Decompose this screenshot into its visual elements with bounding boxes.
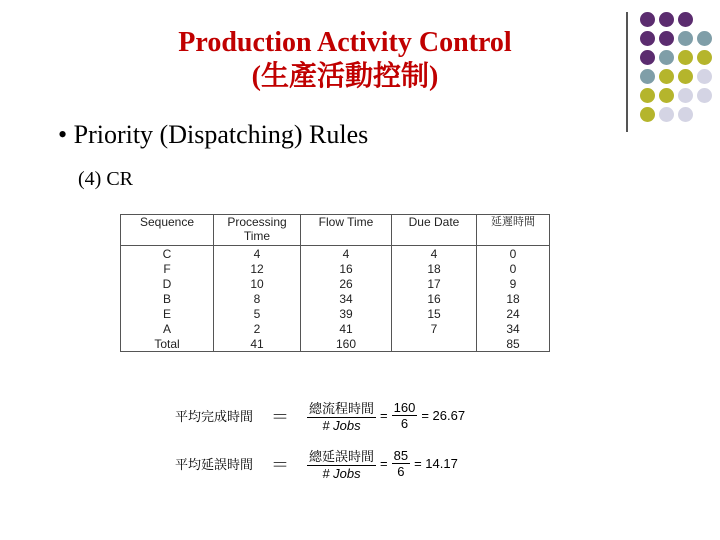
- table-cell: 16: [392, 291, 477, 306]
- subheading: (4) CR: [78, 168, 133, 190]
- formula-fraction: [307, 446, 376, 481]
- table-cell: 18: [477, 291, 550, 306]
- formula-avg-delay: [175, 446, 458, 481]
- table-cell: 4: [301, 246, 392, 262]
- table-cell: F: [121, 261, 214, 276]
- table-cell: 26: [301, 276, 392, 291]
- fraction-numerator: 總延誤時間: [307, 446, 376, 466]
- value-denominator: 6: [397, 464, 405, 479]
- formula-result: = 26.67: [421, 408, 466, 423]
- decorative-dot: [678, 50, 693, 65]
- formula-equals: ＝: [271, 406, 289, 428]
- table-cell: E: [121, 306, 214, 321]
- table-cell: 17: [392, 276, 477, 291]
- table-cell: 0: [477, 261, 550, 276]
- fraction-numerator: 總流程時間: [307, 398, 376, 418]
- sequence-table: [120, 214, 550, 352]
- formula-equals-2: =: [380, 456, 388, 471]
- table-row: [121, 336, 550, 352]
- table-cell: 39: [301, 306, 392, 321]
- decorative-dot: [659, 50, 674, 65]
- value-numerator: 160: [393, 400, 416, 415]
- header-flow-time: Flow Time: [301, 215, 392, 246]
- table-cell: 160: [301, 336, 392, 352]
- table-cell: Total: [121, 336, 214, 352]
- value-fraction: [392, 448, 410, 479]
- table-row: [121, 306, 550, 321]
- header-sequence: Sequence: [121, 215, 214, 246]
- table-cell: D: [121, 276, 214, 291]
- table-cell: 34: [477, 321, 550, 336]
- bullet-heading: • Priority (Dispatching) Rules: [58, 120, 369, 149]
- table-cell: 34: [301, 291, 392, 306]
- header-delay-time: 延遲時間: [477, 215, 550, 246]
- table-cell: 85: [477, 336, 550, 352]
- decorative-dot: [678, 12, 693, 27]
- table-row: [121, 246, 550, 262]
- value-denominator: 6: [400, 416, 409, 431]
- fraction-denominator: # Jobs: [322, 466, 361, 481]
- table-header-row: [121, 215, 550, 246]
- formula-label: 平均延誤時間: [175, 458, 254, 473]
- value-fraction: [392, 400, 418, 431]
- value-numerator: 85: [393, 448, 409, 463]
- table-cell: 0: [477, 246, 550, 262]
- table-cell: 10: [214, 276, 301, 291]
- table-cell: A: [121, 321, 214, 336]
- formula-equals-2: =: [380, 408, 388, 423]
- decorative-dot: [659, 88, 674, 103]
- table-cell: 15: [392, 306, 477, 321]
- table-cell: 12: [214, 261, 301, 276]
- table-cell: 5: [214, 306, 301, 321]
- table-cell: B: [121, 291, 214, 306]
- decorative-dot: [697, 31, 712, 46]
- header-processing-time: Processing Time: [214, 215, 301, 246]
- table-row: [121, 321, 550, 336]
- table-cell: 16: [301, 261, 392, 276]
- table-row: [121, 291, 550, 306]
- formula-fraction: [307, 398, 376, 433]
- table-cell: 2: [214, 321, 301, 336]
- table-cell: 8: [214, 291, 301, 306]
- formula-equals: ＝: [271, 454, 289, 476]
- table-cell: C: [121, 246, 214, 262]
- table-cell: 18: [392, 261, 477, 276]
- formula-label: 平均完成時間: [175, 410, 254, 425]
- table-cell: [392, 336, 477, 352]
- slide-title: [0, 26, 690, 94]
- decorative-dot: [697, 50, 712, 65]
- decorative-dot: [678, 69, 693, 84]
- decorative-dot: [659, 31, 674, 46]
- formula-avg-completion: [175, 398, 465, 433]
- title-line-1: Production Activity Control: [178, 27, 512, 58]
- decorative-dot: [659, 69, 674, 84]
- decorative-dot: [678, 31, 693, 46]
- decorative-divider: [626, 12, 628, 132]
- table-cell: 9: [477, 276, 550, 291]
- table-cell: 41: [214, 336, 301, 352]
- table-cell: 4: [214, 246, 301, 262]
- table-row: [121, 276, 550, 291]
- decorative-dot: [678, 107, 693, 122]
- header-due-date: Due Date: [392, 215, 477, 246]
- fraction-denominator: # Jobs: [322, 418, 361, 433]
- decorative-dot: [697, 88, 712, 103]
- table-cell: 24: [477, 306, 550, 321]
- decorative-dot: [640, 88, 655, 103]
- decorative-dot: [640, 12, 655, 27]
- table-cell: 4: [392, 246, 477, 262]
- table-row: [121, 261, 550, 276]
- decorative-dot: [659, 12, 674, 27]
- decorative-dot: [640, 50, 655, 65]
- title-line-2: (生產活動控制): [251, 61, 439, 92]
- formula-result: = 14.17: [414, 456, 458, 471]
- decorative-dot: [640, 107, 655, 122]
- table-cell: 7: [392, 321, 477, 336]
- decorative-dot: [678, 88, 693, 103]
- decorative-dot: [640, 69, 655, 84]
- table-cell: 41: [301, 321, 392, 336]
- decorative-dot: [697, 69, 712, 84]
- decorative-dot: [659, 107, 674, 122]
- decorative-dot: [640, 31, 655, 46]
